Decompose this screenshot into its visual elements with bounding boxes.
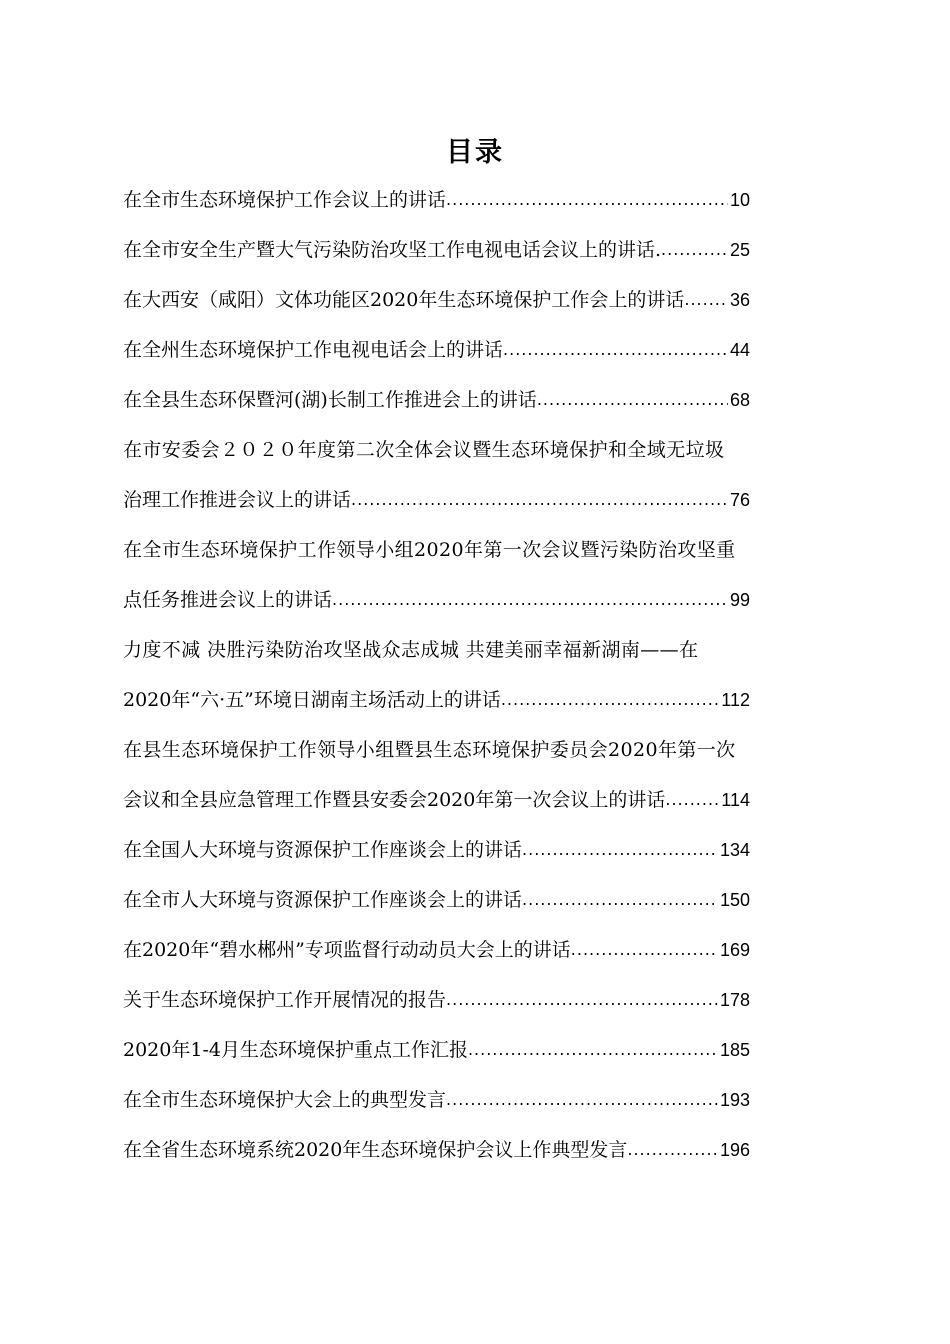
- toc-entry[interactable]: [123, 475, 750, 525]
- toc-entry[interactable]: [123, 875, 750, 925]
- toc-title: 目录: [446, 137, 504, 168]
- toc-entry-text: 关于生态环境保护工作开展情况的报告: [123, 989, 447, 1011]
- toc-entry-text: 在全市安全生产暨大气污染防治攻坚工作电视电话会议上的讲话.: [123, 239, 662, 261]
- toc-leader: [661, 225, 728, 275]
- toc-leader: [684, 275, 728, 325]
- toc-entry[interactable]: [123, 175, 750, 225]
- toc-entry[interactable]: [123, 225, 750, 275]
- toc-page-number: 99: [729, 590, 750, 610]
- toc-entry-text: 在全市人大环境与资源保护工作座谈会上的讲话: [123, 889, 523, 911]
- toc-entry[interactable]: [123, 975, 750, 1025]
- toc-entry[interactable]: [123, 825, 750, 875]
- toc-page-number: 76: [729, 490, 750, 510]
- toc-leader: [446, 175, 728, 225]
- toc-entry-text: 在全州生态环境保护工作电视电话会上的讲话: [123, 339, 504, 361]
- toc-page-number: 44: [729, 340, 750, 360]
- toc-page-number: 68: [729, 390, 750, 410]
- toc-entry[interactable]: [123, 1125, 750, 1175]
- toc-entry-text: 在大西安（咸阳）文体功能区2020年生态环境保护工作会上的讲话: [123, 289, 685, 311]
- toc-entry[interactable]: [123, 775, 750, 825]
- toc-leader: [332, 575, 728, 625]
- toc-leader: [522, 875, 718, 925]
- toc-page-number: 114: [721, 790, 750, 810]
- toc-page-number: 196: [719, 1140, 750, 1160]
- toc-leader: [351, 475, 728, 525]
- toc-leader: [522, 825, 718, 875]
- toc-entry-text: 在2020年“碧水郴州”专项监督行动动员大会上的讲话: [123, 939, 571, 961]
- toc-entry[interactable]: [123, 575, 750, 625]
- toc-page-number: 185: [719, 1040, 750, 1060]
- toc-entry-text: 在全市生态环境保护工作会议上的讲话: [123, 189, 447, 211]
- toc-page-number: 112: [721, 690, 750, 710]
- toc-leader: [468, 1025, 718, 1075]
- toc-entry[interactable]: [123, 675, 750, 725]
- toc-page-number: 134: [719, 840, 750, 860]
- toc-entry[interactable]: [123, 275, 750, 325]
- toc-page-number: 36: [729, 290, 750, 310]
- toc-entry-text: 点任务推进会议上的讲话: [123, 589, 333, 611]
- toc-entry-text: 会议和全县应急管理工作暨县安委会2020年第一次会议上的讲话: [123, 789, 666, 811]
- toc-leader: [503, 325, 728, 375]
- toc-entry-first-line[interactable]: 力度不减 决胜污染防治攻坚战众志成城 共建美丽幸福新湖南——在: [123, 639, 699, 661]
- toc-entry[interactable]: [123, 375, 750, 425]
- toc-entry-text: 在全国人大环境与资源保护工作座谈会上的讲话: [123, 839, 523, 861]
- toc-entry-first-line[interactable]: 在全市生态环境保护工作领导小组2020年第一次会议暨污染防治攻坚重: [123, 539, 736, 561]
- toc-entry-first-line[interactable]: 在市安委会２０２０年度第二次全体会议暨生态环境保护和全域无垃圾: [123, 439, 725, 461]
- toc-leader: [665, 775, 719, 825]
- toc-page-number: 150: [719, 890, 750, 910]
- toc-entry-text: 在全市生态环境保护大会上的典型发言: [123, 1089, 447, 1111]
- toc-leader: [571, 925, 718, 975]
- toc-page-number: 193: [719, 1090, 750, 1110]
- toc-page-number: 169: [719, 940, 750, 960]
- toc-entry-text: 2020年1-4月生态环境保护重点工作汇报: [123, 1039, 468, 1061]
- toc-entry[interactable]: [123, 1075, 750, 1125]
- toc-entry-text: 在全县生态环保暨河(湖)长制工作推进会上的讲话: [123, 389, 537, 411]
- toc-entry-text: 治理工作推进会议上的讲话: [123, 489, 352, 511]
- toc-entry[interactable]: [123, 325, 750, 375]
- toc-leader: [537, 375, 728, 425]
- toc-page-number: 178: [719, 990, 750, 1010]
- toc-leader: [446, 975, 718, 1025]
- toc-entry-text: 2020年“六·五”环境日湖南主场活动上的讲话: [123, 689, 501, 711]
- toc-leader: [446, 1075, 718, 1125]
- toc-entry[interactable]: [123, 1025, 750, 1075]
- toc-page-number: 25: [729, 240, 750, 260]
- toc-entry-text: 在全省生态环境系统2020年生态环境保护会议上作典型发言: [123, 1139, 628, 1161]
- toc-leader: [501, 675, 719, 725]
- toc-leader: [627, 1125, 718, 1175]
- toc-list: [123, 175, 839, 1175]
- toc-entry[interactable]: [123, 925, 750, 975]
- toc-page-number: 10: [729, 190, 750, 210]
- toc-entry-first-line[interactable]: 在县生态环境保护工作领导小组暨县生态环境保护委员会2020年第一次: [123, 739, 736, 761]
